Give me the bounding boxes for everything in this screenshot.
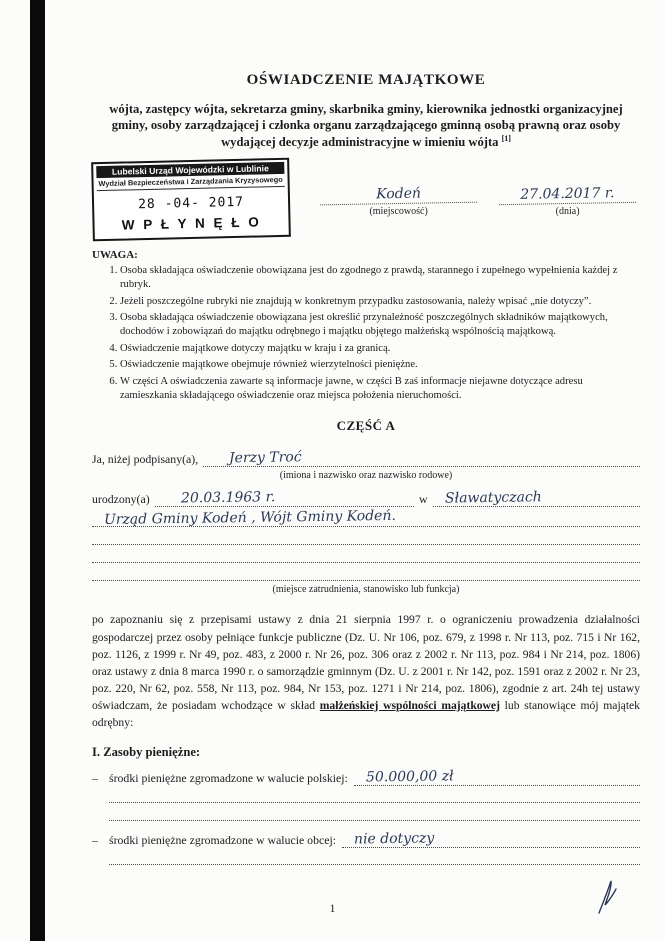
page-number: 1 — [329, 903, 336, 915]
dotted-line — [92, 530, 640, 545]
handwritten-birth-date: 20.03.1963 r. — [180, 489, 275, 507]
birth-row — [92, 490, 640, 507]
dotted-line — [109, 806, 640, 821]
notes-heading: UWAGA: — [92, 249, 138, 262]
legal-declaration-paragraph — [92, 611, 640, 730]
document-content — [92, 72, 640, 868]
note-item: 5. Oświadczenie majątkowe obejmuje również wierzytelności pieniężne. — [120, 358, 640, 372]
note-item: 3. Osoba składająca oświadczenie obowiązana jest określić przynależność poszczególnych składników majątkowych, dochodów i zobowiązań do majątku odrębnego i majątku objętego małżeńską wspólnością majątkową. — [120, 311, 640, 339]
declarant-name-line — [203, 450, 640, 467]
handwritten-birth-place: Sławatyczach — [444, 489, 542, 508]
stamp-date: 28 -04- 2017 — [137, 195, 245, 213]
employment-caption: (miejsce zatrudnienia, stanowisko lub funkcja) — [272, 584, 460, 596]
dash-bullet: – — [92, 832, 98, 847]
dotted-line — [92, 548, 640, 563]
place-field-label: (miejscowość) — [369, 206, 428, 218]
name-caption: (imiona i nazwisko oraz nazwisko rodowe) — [279, 470, 453, 482]
section-1-heading: I. Zasoby pieniężne: — [92, 744, 201, 759]
handwritten-declarant-name: Jerzy Troć — [229, 449, 302, 467]
document-title: OŚWIADCZENIE MAJĄTKOWE — [246, 72, 486, 88]
notes-list — [92, 264, 640, 402]
birth-date-line — [155, 490, 414, 507]
office-received-stamp — [91, 158, 291, 241]
foreign-currency-label: środki pieniężne zgromadzone w walucie obcej: — [109, 832, 336, 847]
part-a-heading: CZĘŚĆ A — [336, 418, 396, 434]
place-field — [320, 186, 477, 217]
document-subtitle — [92, 101, 640, 150]
born-prefix-label: urodzony(a) — [92, 492, 150, 507]
place-date-fields — [290, 160, 640, 217]
dash-bullet: – — [92, 770, 98, 785]
stamp-office-name: Lubelski Urząd Wojewódzki w Lublinie — [96, 162, 284, 178]
employment-line — [92, 510, 640, 527]
birth-place-line — [433, 490, 640, 507]
declarant-name-row — [92, 450, 640, 467]
asset-item-polish-currency — [92, 769, 640, 786]
dotted-line — [109, 850, 640, 865]
subtitle-text: wójta, zastępcy wójta, sekretarza gminy, skarbnika gminy, kierownika jednostki organizacyjnej gminy, osoby zarządzającej i członka organu zarządzającego gminną osobą prawną oraz osoby wydającej decyzje administracyjne w imieniu wójta — [109, 102, 623, 149]
notes-section — [92, 249, 640, 402]
asset-item-foreign-currency — [92, 831, 640, 848]
date-field-label: (dnia) — [555, 206, 580, 218]
declarant-prefix-label: Ja, niżej podpisany(a), — [92, 452, 199, 467]
handwritten-place: Kodeń — [320, 185, 478, 206]
note-item: 1. Osoba składająca oświadczenie obowiązana jest do zgodnego z prawdą, starannego i zupełnego wypełnienia każdej z rubryk. — [120, 264, 640, 292]
handwritten-date: 27.04.2017 r. — [499, 185, 636, 205]
handwritten-polish-currency-value: 50.000,00 zł — [365, 768, 454, 786]
stamp-received-text: W P Ł Y N Ę Ł O — [121, 214, 262, 233]
date-field — [499, 186, 636, 217]
legal-text-part2: lub stanowiące mój majątek odrębny: — [92, 698, 640, 729]
note-item: 6. W części A oświadczenia zawarte są informacje jawne, w części B zaś informacje niejawne dotyczące adresu zamieszkania składającego oświadczenie oraz miejsca położenia nieruchomości. — [120, 375, 640, 403]
dotted-line — [92, 566, 640, 581]
stamp-and-date-row — [92, 160, 640, 239]
legal-text-part1: po zapoznaniu się z przepisami ustawy z dnia 21 sierpnia 1997 r. o ograniczeniu prowadzenia działalności gospodarczej przez osoby pełniące funkcje publiczne (Dz. U. Nr 106, poz. 679, z 1998 r. Nr 113, poz. 715 i Nr 162, poz. 1126, z 1999 r. Nr 49, poz. 483, z 2000 r. Nr 26, poz. 306 oraz z 2002 r. Nr 113, poz. 984 i Nr 214, poz. 1806) oraz ustawy z dnia 8 marca 1990 r. o samorządzie gminnym (Dz. U. z 2001 r. Nr 142, poz. 1591 oraz z 2002 r. Nr 23, poz. 220, Nr 62, poz. 558, Nr 113, poz. 984, Nr 153, poz. 1271 i Nr 214, poz. 1806), zgodnie z art. 24h tej ustawy oświadczam, że posiadam wchodzące w skład — [92, 613, 640, 712]
polish-currency-line — [354, 769, 640, 786]
stamp-department-name: Wydział Bezpieczeństwa i Zarządzania Kryzysowego — [96, 174, 284, 191]
legal-text-emphasis: małżeńskiej wspólności majątkowej — [319, 698, 500, 712]
footnote-reference: [1] — [501, 133, 511, 143]
foreign-currency-line — [342, 831, 640, 848]
born-in-label: w — [419, 492, 428, 507]
note-item: 4. Oświadczenie majątkowe dotyczy majątku w kraju i za granicą. — [120, 342, 640, 356]
scan-edge-artifact — [30, 0, 45, 941]
dotted-line — [109, 788, 640, 803]
handwritten-employment: Urząd Gminy Kodeń , Wójt Gminy Kodeń. — [103, 508, 396, 529]
handwritten-foreign-currency-value: nie dotyczy — [353, 830, 435, 848]
signature-paraph — [593, 877, 619, 917]
polish-currency-label: środki pieniężne zgromadzone w walucie polskiej: — [109, 770, 348, 785]
employment-row — [92, 510, 640, 527]
note-item: 2. Jeżeli poszczególne rubryki nie znajdują w konkretnym przypadku zastosowania, należy wpisać „nie dotyczy”. — [120, 295, 640, 309]
